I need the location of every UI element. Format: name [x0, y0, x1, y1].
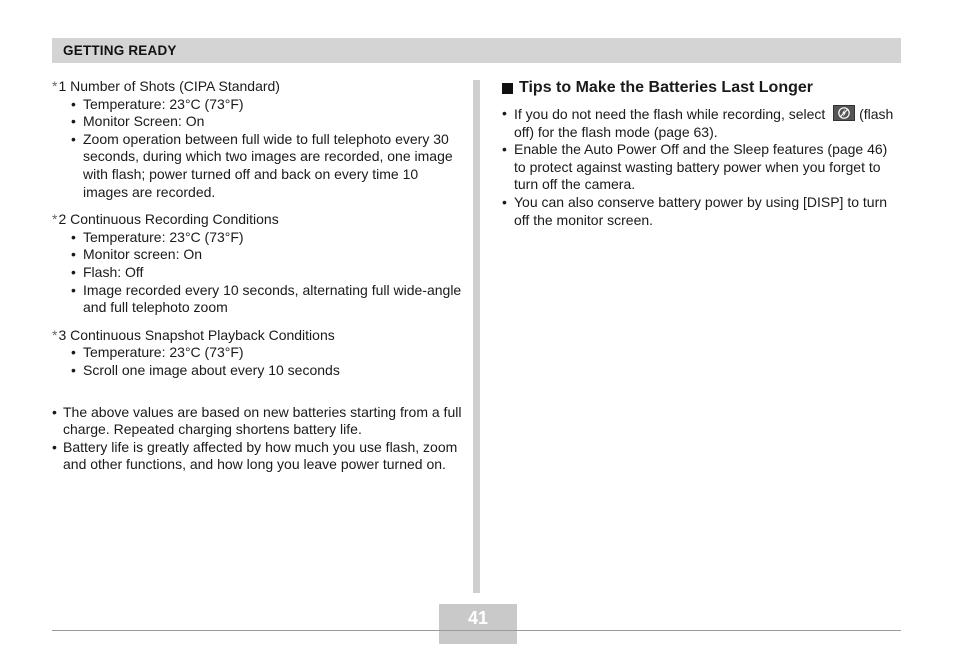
footnote-3 — [52, 327, 462, 380]
section-title: GETTING READY — [63, 43, 177, 58]
footnote-heading: 1 Number of Shots (CIPA Standard) — [58, 78, 280, 94]
notes-list — [52, 404, 462, 474]
list-item: • Flash: Off — [71, 264, 462, 282]
list-item: • Temperature: 23°C (73°F) — [71, 96, 462, 114]
tip-text: (flash off) for the flash mode (page 63). — [514, 106, 894, 140]
note-item: • Battery life is greatly affected by how much you use flash, zoom and other functions, and how long you leave power turned on. — [52, 439, 462, 474]
header-bar — [52, 38, 901, 63]
column-divider — [473, 80, 480, 593]
list-item: • Monitor Screen: On — [71, 113, 462, 131]
flash-off-icon — [833, 105, 855, 121]
footnote-2 — [52, 211, 462, 317]
tip-text: If you do not need the flash while recording, select — [514, 106, 826, 122]
note-item: • The above values are based on new batteries starting from a full charge. Repeated charging shortens battery life. — [52, 404, 462, 439]
footnote-marker: * — [52, 326, 58, 343]
tips-list — [502, 105, 902, 229]
right-column — [502, 78, 902, 229]
list-item: • Temperature: 23°C (73°F) — [71, 229, 462, 247]
tip-item: • Enable the Auto Power Off and the Sleep features (page 46) to protect against wasting battery power when you forget to turn off the camera. — [502, 141, 902, 194]
tips-heading-text: Tips to Make the Batteries Last Longer — [519, 79, 813, 96]
list-item: • Scroll one image about every 10 seconds — [71, 362, 462, 380]
list-item: • Zoom operation between full wide to full telephoto every 30 seconds, during which two images are recorded, one image with flash; power turned off and back on every time 10 images are recorded. — [71, 131, 462, 201]
tip-item: • You can also conserve battery power by using [DISP] to turn off the monitor screen. — [502, 194, 902, 229]
page-number: 41 — [467, 608, 489, 628]
footnote-marker: * — [52, 78, 58, 94]
left-column — [52, 78, 462, 474]
footnote-heading: 3 Continuous Snapshot Playback Conditions — [58, 326, 335, 343]
tip-item — [502, 105, 902, 141]
footnote-1 — [52, 78, 462, 201]
list-item: • Image recorded every 10 seconds, alternating full wide-angle and full telephoto zoom — [71, 282, 462, 317]
square-bullet-icon — [502, 83, 513, 94]
tips-heading — [502, 78, 902, 98]
list-item: • Temperature: 23°C (73°F) — [71, 344, 462, 362]
footnote-marker: * — [52, 211, 58, 228]
page-number-box — [439, 604, 517, 644]
list-item: • Monitor screen: On — [71, 246, 462, 264]
footnote-heading: 2 Continuous Recording Conditions — [58, 211, 279, 228]
footer-rule — [52, 630, 901, 631]
